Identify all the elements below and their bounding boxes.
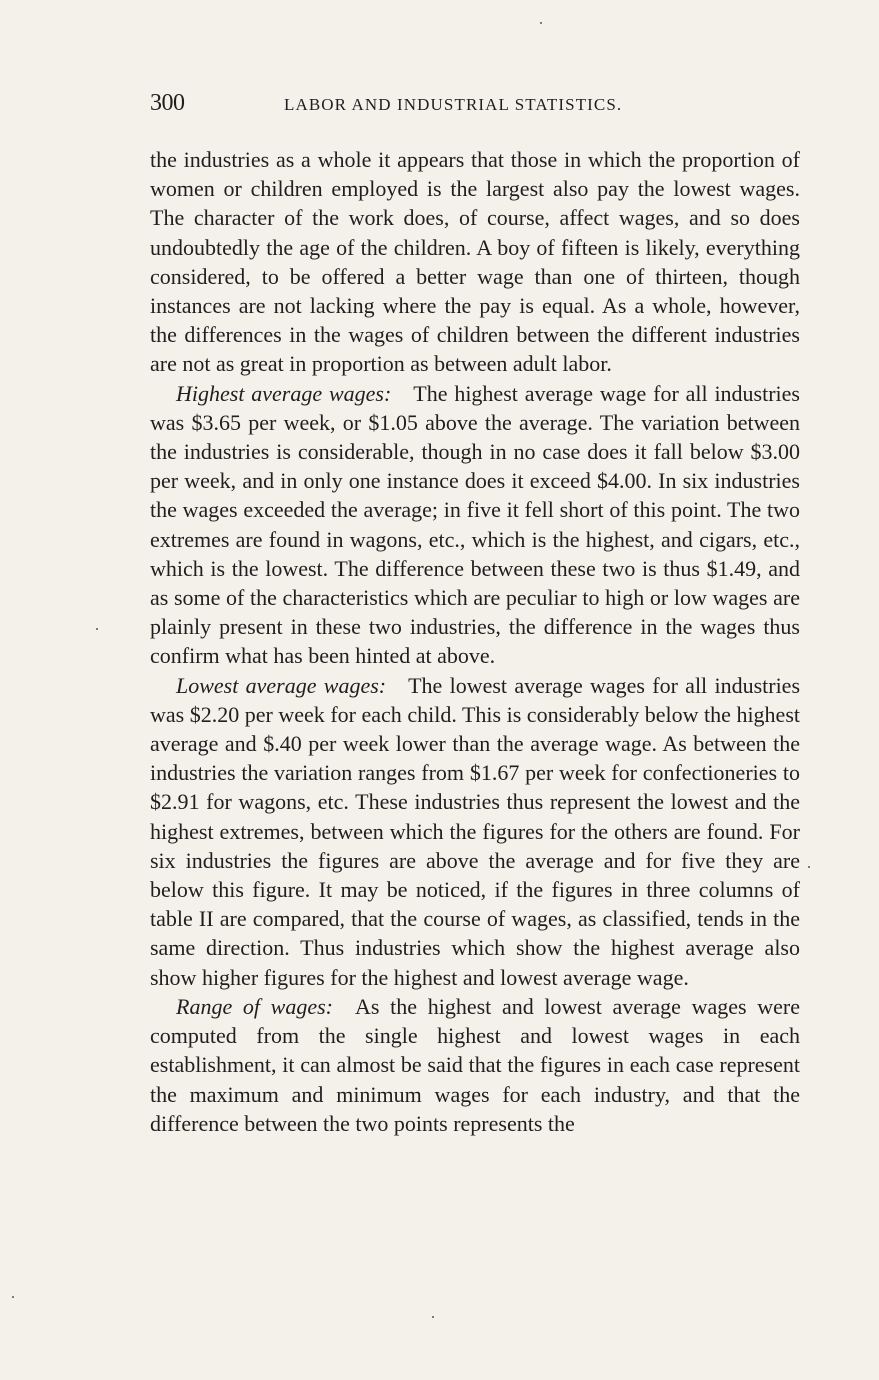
paragraph-lead-phrase: Range of wages: xyxy=(176,993,334,1019)
paragraph-lead-phrase: Lowest average wages: xyxy=(176,672,387,698)
paragraph-lowest-average-wages xyxy=(150,671,800,992)
print-speck xyxy=(12,1296,14,1298)
running-title: LABOR AND INDUSTRIAL STATISTICS. xyxy=(284,95,623,114)
page-header xyxy=(150,90,800,120)
print-speck xyxy=(808,866,810,868)
paragraph-highest-average-wages xyxy=(150,379,800,671)
paragraph-text: As the highest and lowest average wages were computed from the single highest and lowest wages in each establishment, it can almost be said that the figures in each case represent the maximum and minimum wages for each industry, and that the difference between the two points represents the xyxy=(150,993,800,1136)
paragraph-range-of-wages xyxy=(150,992,800,1138)
print-speck xyxy=(96,628,98,630)
print-speck xyxy=(540,22,542,24)
body-text xyxy=(150,145,800,1138)
paragraph-text: The highest average wage for all industries was $3.65 per week, or $1.05 above the average. The variation between the industries is considerable, though in no case does it fall below $3.00 per week, and in only one instance does it exceed $4.00. In six industries the wages exceeded the average; in five it fell short of this point. The two extremes are found in wagons, etc., which is the highest, and cigars, etc., which is the lowest. The difference between these two is thus $1.49, and as some of the characteristics which are peculiar to high or low wages are plainly present in these two industries, the difference in the wages thus confirm what has been hinted at above. xyxy=(150,380,800,669)
paragraph-continuation xyxy=(150,145,800,379)
page-number: 300 xyxy=(150,90,185,116)
paragraph-text: The lowest average wages for all industries was $2.20 per week for each child. This is considerably below the highest average and $.40 per week lower than the average wage. As between the industries the variation ranges from $1.67 per week for confectioneries to $2.91 for wagons, etc. These industries thus represent the lowest and the highest extremes, between which the figures for the others are found. For six industries the figures are above the average and for five they are below this figure. It may be noticed, if the figures in three columns of table II are compared, that the course of wages, as classified, tends in the same direction. Thus industries which show the highest average also show higher figures for the highest and lowest average wage. xyxy=(150,672,801,990)
print-speck xyxy=(432,1316,434,1318)
paragraph-text: the industries as a whole it appears that those in which the proportion of women or children employed is the largest also pay the lowest wages. The character of the work does, of course, affect wages, and so does undoubtedly the age of the children. A boy of fifteen is likely, everything considered, to be offered a better wage than one of thirteen, though instances are not lacking where the pay is equal. As a whole, however, the differences in the wages of children between the different industries are not as great in proportion as between adult labor. xyxy=(150,147,800,377)
paragraph-lead-phrase: Highest average wages: xyxy=(176,380,392,406)
